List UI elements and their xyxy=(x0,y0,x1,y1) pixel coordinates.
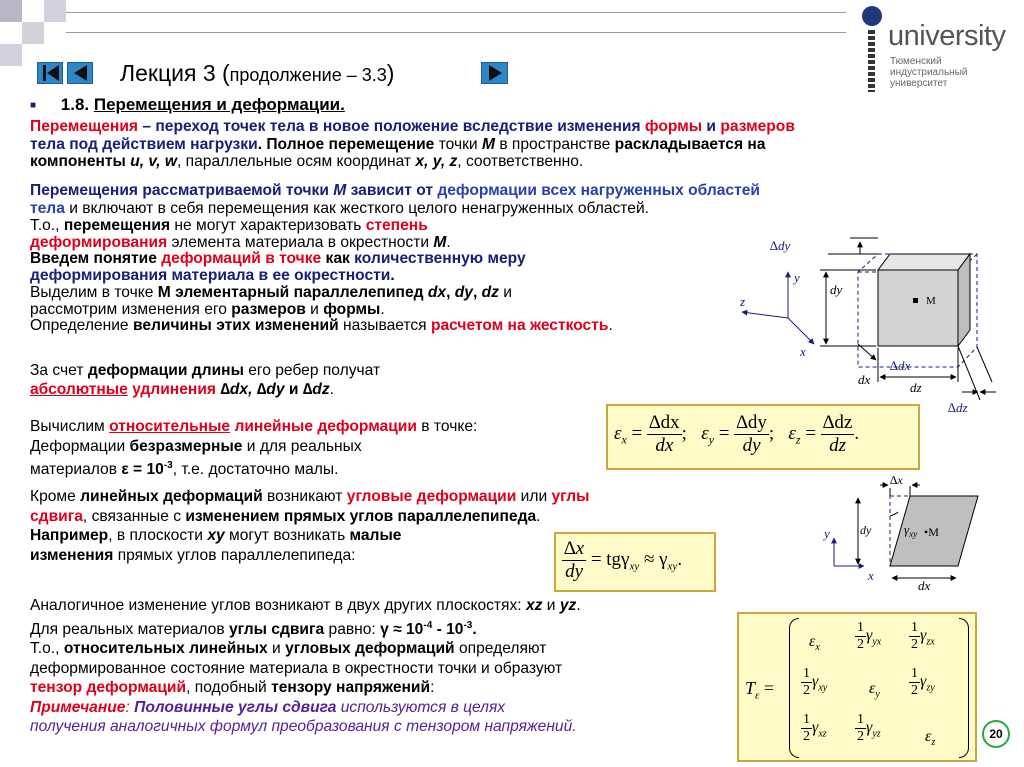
university-logo xyxy=(860,6,1020,96)
text: его ребер получат xyxy=(243,362,381,379)
text: абсолютные xyxy=(30,381,128,398)
text: и для реальных xyxy=(242,437,362,455)
bracket-right xyxy=(959,618,969,758)
text: ε xyxy=(788,422,796,444)
text: xy xyxy=(667,560,678,573)
text: материалов xyxy=(30,461,122,479)
tensor-matrix xyxy=(801,618,959,758)
text: γ xyxy=(904,522,910,537)
text: перемещения xyxy=(63,217,171,234)
text: Выделим в точке xyxy=(30,283,158,301)
text: . xyxy=(608,317,613,335)
text: γ ≈ 10 xyxy=(380,620,424,638)
shear-strain-formula xyxy=(554,532,716,592)
text: M xyxy=(157,283,171,301)
text: . xyxy=(536,507,541,525)
text: и xyxy=(498,283,512,301)
paragraph-displacements xyxy=(30,118,795,171)
text: ε = 10 xyxy=(121,461,164,479)
text: Введем понятие xyxy=(30,250,162,268)
text: не могут характеризовать xyxy=(170,217,366,234)
text: Для реальных материалов xyxy=(30,620,229,638)
text: получения аналогичных формул преобразования с тензором напряжений. xyxy=(30,718,577,736)
text: x, y, z xyxy=(415,153,458,170)
text: -3 xyxy=(463,619,473,631)
text: тела под действием нагрузки xyxy=(30,135,258,153)
text: деформированное состояние материала в окрестности точки и образуют xyxy=(30,659,563,677)
logo-line: университет xyxy=(890,78,948,89)
text: Половинные углы сдвига xyxy=(134,698,337,716)
text: γ xyxy=(812,719,819,737)
section-title: Перемещения и деформации. xyxy=(93,95,345,114)
text: : xyxy=(430,679,435,697)
bullet-icon: ■ xyxy=(30,100,37,111)
text: yx xyxy=(872,636,882,648)
text: расчетом на жесткость xyxy=(430,317,609,335)
text: dx xyxy=(655,435,674,456)
text: , связанные с xyxy=(82,507,186,525)
text: -3 xyxy=(163,460,173,471)
text: тела xyxy=(30,199,65,217)
text: зависит от xyxy=(346,182,438,199)
text: изменением прямых углов параллелепипеда xyxy=(185,507,537,525)
text: раскладывается на xyxy=(614,135,766,153)
label: ∆dz xyxy=(948,400,968,414)
text: ∆dy xyxy=(736,412,767,433)
text: определяют xyxy=(454,640,547,658)
label: x xyxy=(868,568,874,583)
text: xy xyxy=(818,682,828,694)
text: Перемещения рассматриваемой точки xyxy=(30,182,334,199)
text: безразмерные xyxy=(129,437,243,455)
text: деформации длины xyxy=(87,362,244,379)
text: xy xyxy=(629,560,640,573)
text: xy xyxy=(207,527,225,544)
text: Перемещения xyxy=(30,118,139,135)
text: Примечание xyxy=(30,698,126,716)
text: zy xyxy=(926,682,935,694)
text: относительных линейных xyxy=(63,640,268,658)
label: dz xyxy=(910,380,922,395)
label: y xyxy=(794,270,800,285)
fraction xyxy=(647,412,682,457)
label: ∆dy xyxy=(770,238,791,253)
text: = xyxy=(718,422,730,444)
paragraph-point-displacement xyxy=(30,182,760,217)
label: M xyxy=(926,295,936,307)
text: 2 xyxy=(911,683,918,698)
text: . xyxy=(380,300,385,318)
text: деформаций в точке xyxy=(161,250,322,268)
decor-square xyxy=(0,0,22,22)
text: и xyxy=(305,300,324,318)
text: тензор деформаций xyxy=(30,679,187,697)
paragraph-shear xyxy=(30,487,590,565)
text: , xyxy=(446,283,455,301)
text: . xyxy=(576,597,581,614)
text: x xyxy=(815,642,820,654)
fraction xyxy=(801,666,812,699)
right-arrow-icon xyxy=(489,65,502,81)
text: ε xyxy=(701,422,709,444)
text: zx xyxy=(926,636,935,648)
fraction xyxy=(855,712,866,745)
fraction xyxy=(801,712,812,745)
text: ε xyxy=(869,680,876,697)
text: z xyxy=(795,432,801,447)
fraction xyxy=(821,412,855,457)
label: y xyxy=(824,526,830,541)
header-line xyxy=(66,32,846,33)
logo-subtitle xyxy=(890,56,967,89)
text: размеров xyxy=(231,300,306,318)
label: x xyxy=(800,344,806,359)
text: линейные деформации xyxy=(234,418,417,435)
text: . xyxy=(854,422,860,444)
text: , параллельные осям координат xyxy=(177,153,416,170)
text: . xyxy=(677,548,683,570)
fraction xyxy=(909,666,920,699)
text: , xyxy=(472,283,482,301)
text: и xyxy=(284,381,303,398)
text: dz xyxy=(829,435,847,456)
paragraph-block xyxy=(30,218,613,335)
title-subtitle: продолжение – 3.3 xyxy=(229,65,387,85)
label: dx xyxy=(918,578,931,593)
text: используются в целях xyxy=(336,698,506,716)
text: прямых углов параллелепипеда: xyxy=(113,546,356,564)
text: Определение xyxy=(30,317,133,335)
page-number: 20 xyxy=(982,720,1010,748)
text: ≈ γ xyxy=(643,548,668,570)
text: , в плоскости xyxy=(108,527,208,544)
left-arrow-icon xyxy=(47,65,59,81)
text: удлинения xyxy=(127,381,221,398)
axes xyxy=(742,272,814,344)
text: как xyxy=(321,250,355,268)
text: = xyxy=(805,422,817,444)
label: dx xyxy=(858,372,871,387)
text: γ xyxy=(812,673,819,691)
slide-title xyxy=(120,60,394,87)
section-number: 1.8. xyxy=(60,95,94,114)
text: За счет xyxy=(30,362,88,379)
text: рассмотрим изменения его xyxy=(30,300,232,318)
text: : xyxy=(125,698,135,716)
logo-bar xyxy=(868,30,875,92)
text: dx xyxy=(427,283,447,301)
text: формы xyxy=(644,118,703,135)
text: точки xyxy=(438,135,482,153)
text: T xyxy=(745,678,756,698)
text: размеров xyxy=(720,118,795,135)
text: элементарный параллелепипед xyxy=(170,283,428,301)
fraction xyxy=(855,620,866,653)
text: линейных деформаций xyxy=(80,488,263,505)
text: 1 xyxy=(857,620,864,635)
logo-line: индустриальный xyxy=(890,67,968,78)
text: 1 xyxy=(803,666,810,681)
text: dy xyxy=(565,561,583,582)
text: ; xyxy=(681,422,687,444)
text: формы xyxy=(323,300,381,318)
bracket-left xyxy=(789,618,799,758)
label: •M xyxy=(924,525,939,539)
decor-square xyxy=(22,22,44,44)
text: и включают в себя перемещения как жесткого целого ненагруженных областей. xyxy=(64,199,649,217)
text: M xyxy=(481,135,495,153)
text: возникают xyxy=(262,488,347,505)
fraction xyxy=(562,538,586,583)
text: деформирования материала в ее окрестности xyxy=(30,267,391,285)
text: z xyxy=(931,737,936,749)
text: углы xyxy=(551,488,590,505)
parallelepiped-diagram xyxy=(730,232,1020,414)
text: и xyxy=(702,118,721,135)
text: = tgγ xyxy=(590,548,630,570)
text: u, v, w xyxy=(130,153,177,170)
decor-square xyxy=(44,0,66,22)
text: yz xyxy=(872,728,881,740)
text: величины этих изменений xyxy=(132,317,339,335)
text: xz xyxy=(818,728,827,740)
text: деформации всех нагруженных областей xyxy=(437,182,760,199)
text: ∆dz xyxy=(302,381,330,398)
text: и xyxy=(267,640,286,658)
title-close: ) xyxy=(386,60,395,86)
text: изменения xyxy=(30,546,114,564)
text: dy xyxy=(742,435,761,456)
text: называется xyxy=(338,317,431,335)
text: yz xyxy=(559,597,577,614)
text: M xyxy=(333,182,347,199)
text: степень xyxy=(365,217,428,234)
text: деформирования xyxy=(30,233,168,251)
label: dy xyxy=(830,282,843,297)
text: равно: xyxy=(324,620,381,638)
text: Например xyxy=(30,527,109,544)
text: ∆dx xyxy=(649,412,680,433)
text: xy xyxy=(909,529,918,539)
text: 1 xyxy=(911,666,918,681)
text: , соответственно. xyxy=(457,153,584,170)
text: 2 xyxy=(857,729,864,744)
text: в пространстве xyxy=(494,135,615,153)
text: ε xyxy=(614,422,622,444)
fraction xyxy=(909,620,920,653)
tensor-symbol: $T_\varepsilon$ = xyxy=(745,678,775,702)
left-arrow-icon xyxy=(74,65,87,81)
text: . xyxy=(472,620,477,638)
section-heading xyxy=(30,95,345,115)
text: Т.о., xyxy=(30,640,64,658)
title-text: Лекция 3 ( xyxy=(120,60,230,86)
text: ε xyxy=(809,633,816,650)
text: Вычислим xyxy=(30,418,110,435)
text: M xyxy=(433,233,447,251)
text: ∆dz xyxy=(822,412,853,433)
text: угловых деформаций xyxy=(285,640,455,658)
text: 1 xyxy=(857,712,864,727)
text: y xyxy=(875,689,880,701)
text: y xyxy=(708,432,715,447)
text: . xyxy=(446,233,451,251)
text: ε xyxy=(925,728,932,745)
paragraph-elongations xyxy=(30,361,380,399)
text: относительные xyxy=(109,418,231,435)
text: ; xyxy=(768,422,775,444)
text: 2 xyxy=(803,683,810,698)
text: = xyxy=(631,422,643,444)
text: элемента материала в окрестности xyxy=(167,233,434,251)
logo-line: Тюменский xyxy=(890,56,942,67)
decor-square xyxy=(0,44,22,66)
label: dy xyxy=(860,523,872,537)
angle-arc xyxy=(890,512,898,516)
text: могут возникать xyxy=(224,527,350,544)
prev-slide-button[interactable] xyxy=(67,62,93,84)
text: сдвига xyxy=(30,507,83,525)
strain-tensor-formula xyxy=(737,612,977,762)
text: -4 xyxy=(423,619,433,631)
text: 2 xyxy=(911,637,918,652)
text: γ xyxy=(920,673,927,691)
text: 2 xyxy=(857,637,864,652)
text: углы сдвига xyxy=(228,620,325,638)
text: , т.е. достаточно малы. xyxy=(172,461,339,479)
text: Аналогичное изменение углов возникают в двух других плоскостях: xyxy=(30,597,526,614)
paragraph-linear-strains xyxy=(30,417,477,480)
logo-wordmark: university xyxy=(888,20,1006,52)
text: . Полное перемещение xyxy=(257,135,439,153)
text: – переход точек тела в новое положение вследствие изменения xyxy=(138,118,645,135)
paragraph-tensor xyxy=(30,596,581,737)
text: Деформации xyxy=(30,437,130,455)
text: 2 xyxy=(803,729,810,744)
globe-icon xyxy=(862,6,882,26)
text: γ xyxy=(866,719,873,737)
text: , подобный xyxy=(186,679,272,697)
text: ∆x xyxy=(564,538,585,559)
text: Т.о., xyxy=(30,217,64,234)
header-line xyxy=(66,12,846,13)
text: dz xyxy=(481,283,499,301)
fraction xyxy=(734,412,769,457)
text: ε xyxy=(755,689,760,702)
text: или xyxy=(516,488,552,505)
text: . xyxy=(329,381,334,398)
text: ∆dx, ∆dy xyxy=(220,381,285,398)
text: x xyxy=(621,432,627,447)
text: γ xyxy=(866,627,873,645)
text: в точке: xyxy=(416,418,478,435)
text: компоненты xyxy=(30,153,131,170)
text: угловые деформации xyxy=(346,488,517,505)
text: количественную меру xyxy=(354,250,526,268)
text: . xyxy=(390,267,395,285)
text: - 10 xyxy=(432,620,464,638)
label: ∆dx xyxy=(890,358,911,373)
text: xz xyxy=(525,597,543,614)
text: dy xyxy=(454,283,473,301)
next-slide-button[interactable] xyxy=(481,62,508,84)
text: и xyxy=(542,597,560,614)
bar-icon xyxy=(43,65,46,81)
text: Кроме xyxy=(30,488,81,505)
first-slide-button[interactable] xyxy=(37,62,63,84)
text: γ xyxy=(920,627,927,645)
text: малые xyxy=(349,527,402,544)
shear-diagram xyxy=(820,476,1020,594)
box-solid xyxy=(878,254,970,346)
text: 1 xyxy=(911,620,918,635)
label: ∆x xyxy=(890,476,903,487)
point-m xyxy=(913,298,918,303)
text: тензору напряжений xyxy=(271,679,431,697)
label: z xyxy=(740,294,746,309)
text: 1 xyxy=(803,712,810,727)
